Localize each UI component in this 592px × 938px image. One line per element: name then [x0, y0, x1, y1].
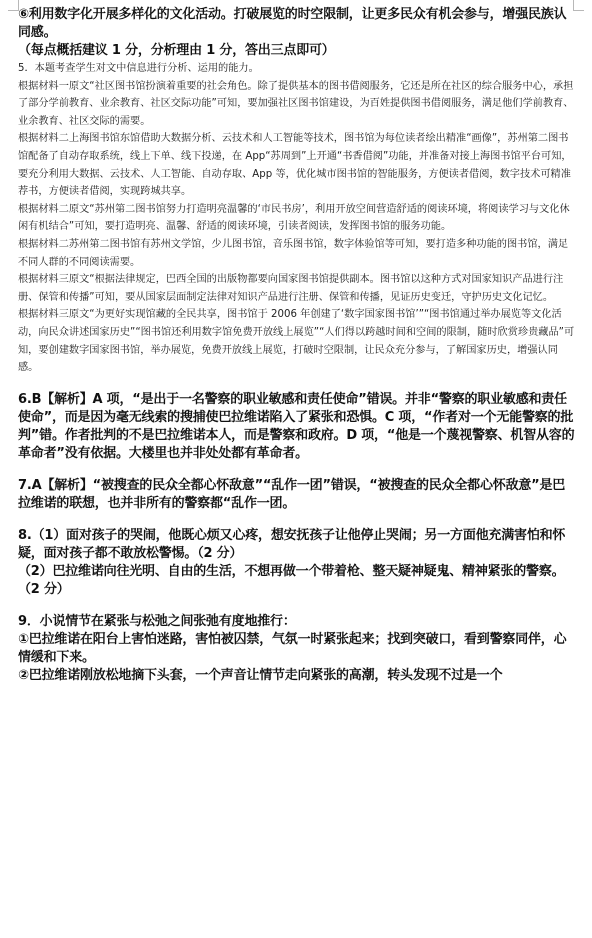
page-corner-mark-right: [573, 0, 584, 11]
page-corner-mark-left: [8, 0, 19, 11]
q6-answer: 6.B【解析】A 项，“是出于一名警察的职业敏感和责任使命”错误。并非“警察的职业敏感和责任使命”，而是因为毫无线索的搜捕使巴拉维诺陷入了紧张和恐惧。C 项，“作者对一个无能警察的批判”错。作者批判的不是巴拉维诺本人，而是警察和政府。D 项，“他是一个蔑视警察、机智从容的革命者”没有依据。大楼里也并非处处都有革命者。: [18, 391, 575, 461]
q8-answer-part-1: 8.（1）面对孩子的哭闹，他既心烦又心疼，想安抚孩子让他停止哭闹；另一方面他充满害怕和怀疑，面对孩子都不敢放松警惕。（2 分）: [18, 527, 566, 561]
scoring-note: （每点概括建议 1 分，分析理由 1 分，答出三点即可）: [18, 43, 335, 58]
q5-intro: 5．本题考查学生对文中信息进行分析、运用的能力。: [18, 63, 259, 74]
q5-paragraph-2: 根据材料二上海图书馆东馆借助大数据分析、云技术和人工智能等技术，图书馆为每位读者绘出精准“画像”，苏州第二图书馆配备了自动存取系统，线上下单、线下投递，在 App“苏周到”上开通“书香借阅”功能，并准备对接上海图书馆平台可知，要充分利用大数据、云技术、人工智能、自动存取、App 等，优化城市图书馆的智能服务，方便读者借阅，数字技术可精准荐书，方便读者借阅，实现跨城共享。: [18, 133, 572, 198]
q9-item-2: ②巴拉维诺刚放松地摘下头套，一个声音让情节走向紧张的高潮，转头发现不过是一个: [18, 667, 503, 683]
q7-answer: 7.A【解析】“被搜查的民众全都心怀敌意”“乱作一团”错误，“被搜查的民众全都心怀敌意”是巴拉维诺的联想，也并非所有的警察都“乱作一团。: [18, 477, 566, 511]
section-gap: [18, 513, 576, 527]
answer-point-6: ⑥利用数字化开展多样化的文化活动。打破展览的时空限制，让更多民众有机会参与，增强民族认同感。: [18, 7, 567, 40]
q5-paragraph-1: 根据材料一原文“社区图书馆扮演着重要的社会角色。除了提供基本的图书借阅服务，它还是所在社区的综合服务中心，承担了部分学前教育、业余教育、社区交际功能”可知，要加强社区图书馆建设，为百姓提供图书借阅服务，满足他们学前教育、业余教育、社区交际的需要。: [18, 80, 574, 127]
section-gap: [18, 463, 576, 477]
q9-intro: 9．小说情节在紧张与松弛之间张弛有度地推行：: [18, 613, 296, 629]
q8-answer-part-2: （2）巴拉维诺向往光明、自由的生活，不想再做一个带着枪、整天疑神疑鬼、精神紧张的警察。（2 分）: [18, 563, 565, 597]
q5-paragraph-4: 根据材料二苏州第二图书馆有苏州文学馆，少儿图书馆，音乐图书馆，数字体验馆等可知，要打造多种功能的图书馆，满足不同人群的不同阅读需要。: [18, 238, 569, 268]
section-gap: [18, 599, 576, 613]
q5-paragraph-6: 根据材料三原文“为更好实现馆藏的全民共享，图书馆于 2006 年创建了‘数字国家图书馆’”“图书馆通过举办展览等文化活动，向民众讲述国家历史”“图书馆还利用数字馆免费开放线上展览”“人们得以跨越时间和空间的限制，随时欣赏珍贵藏品”可知，要创建数字国家图书馆，举办展览，免费开放线上展览，打破时空限制，让民众充分参与，了解国家历史，增强认同感。: [18, 309, 575, 374]
q9-item-1: ①巴拉维诺在阳台上害怕迷路，害怕被囚禁，气氛一时紧张起来；找到突破口，看到警察同伴，心情缓和下来。: [18, 631, 567, 665]
q5-paragraph-5: 根据材料三原文“根据法律规定，巴西全国的出版物都要向国家图书馆提供副本。图书馆以这种方式对国家知识产品进行注册、保管和传播”可知，要从国家层面制定法律对知识产品进行注册、保管和传播，见证历史变迁，守护历史文化记忆。: [18, 274, 564, 303]
q5-paragraph-3: 根据材料二原文“苏州第二图书馆努力打造明亮温馨的‘市民书房’，利用开放空间营造舒适的阅读环境，将阅读学习与文化休闲有机结合”可知，要打造明亮、温馨、舒适的阅读环境，引读者阅读，发挥图书馆的服务功能。: [18, 203, 570, 233]
section-gap: [18, 377, 576, 391]
